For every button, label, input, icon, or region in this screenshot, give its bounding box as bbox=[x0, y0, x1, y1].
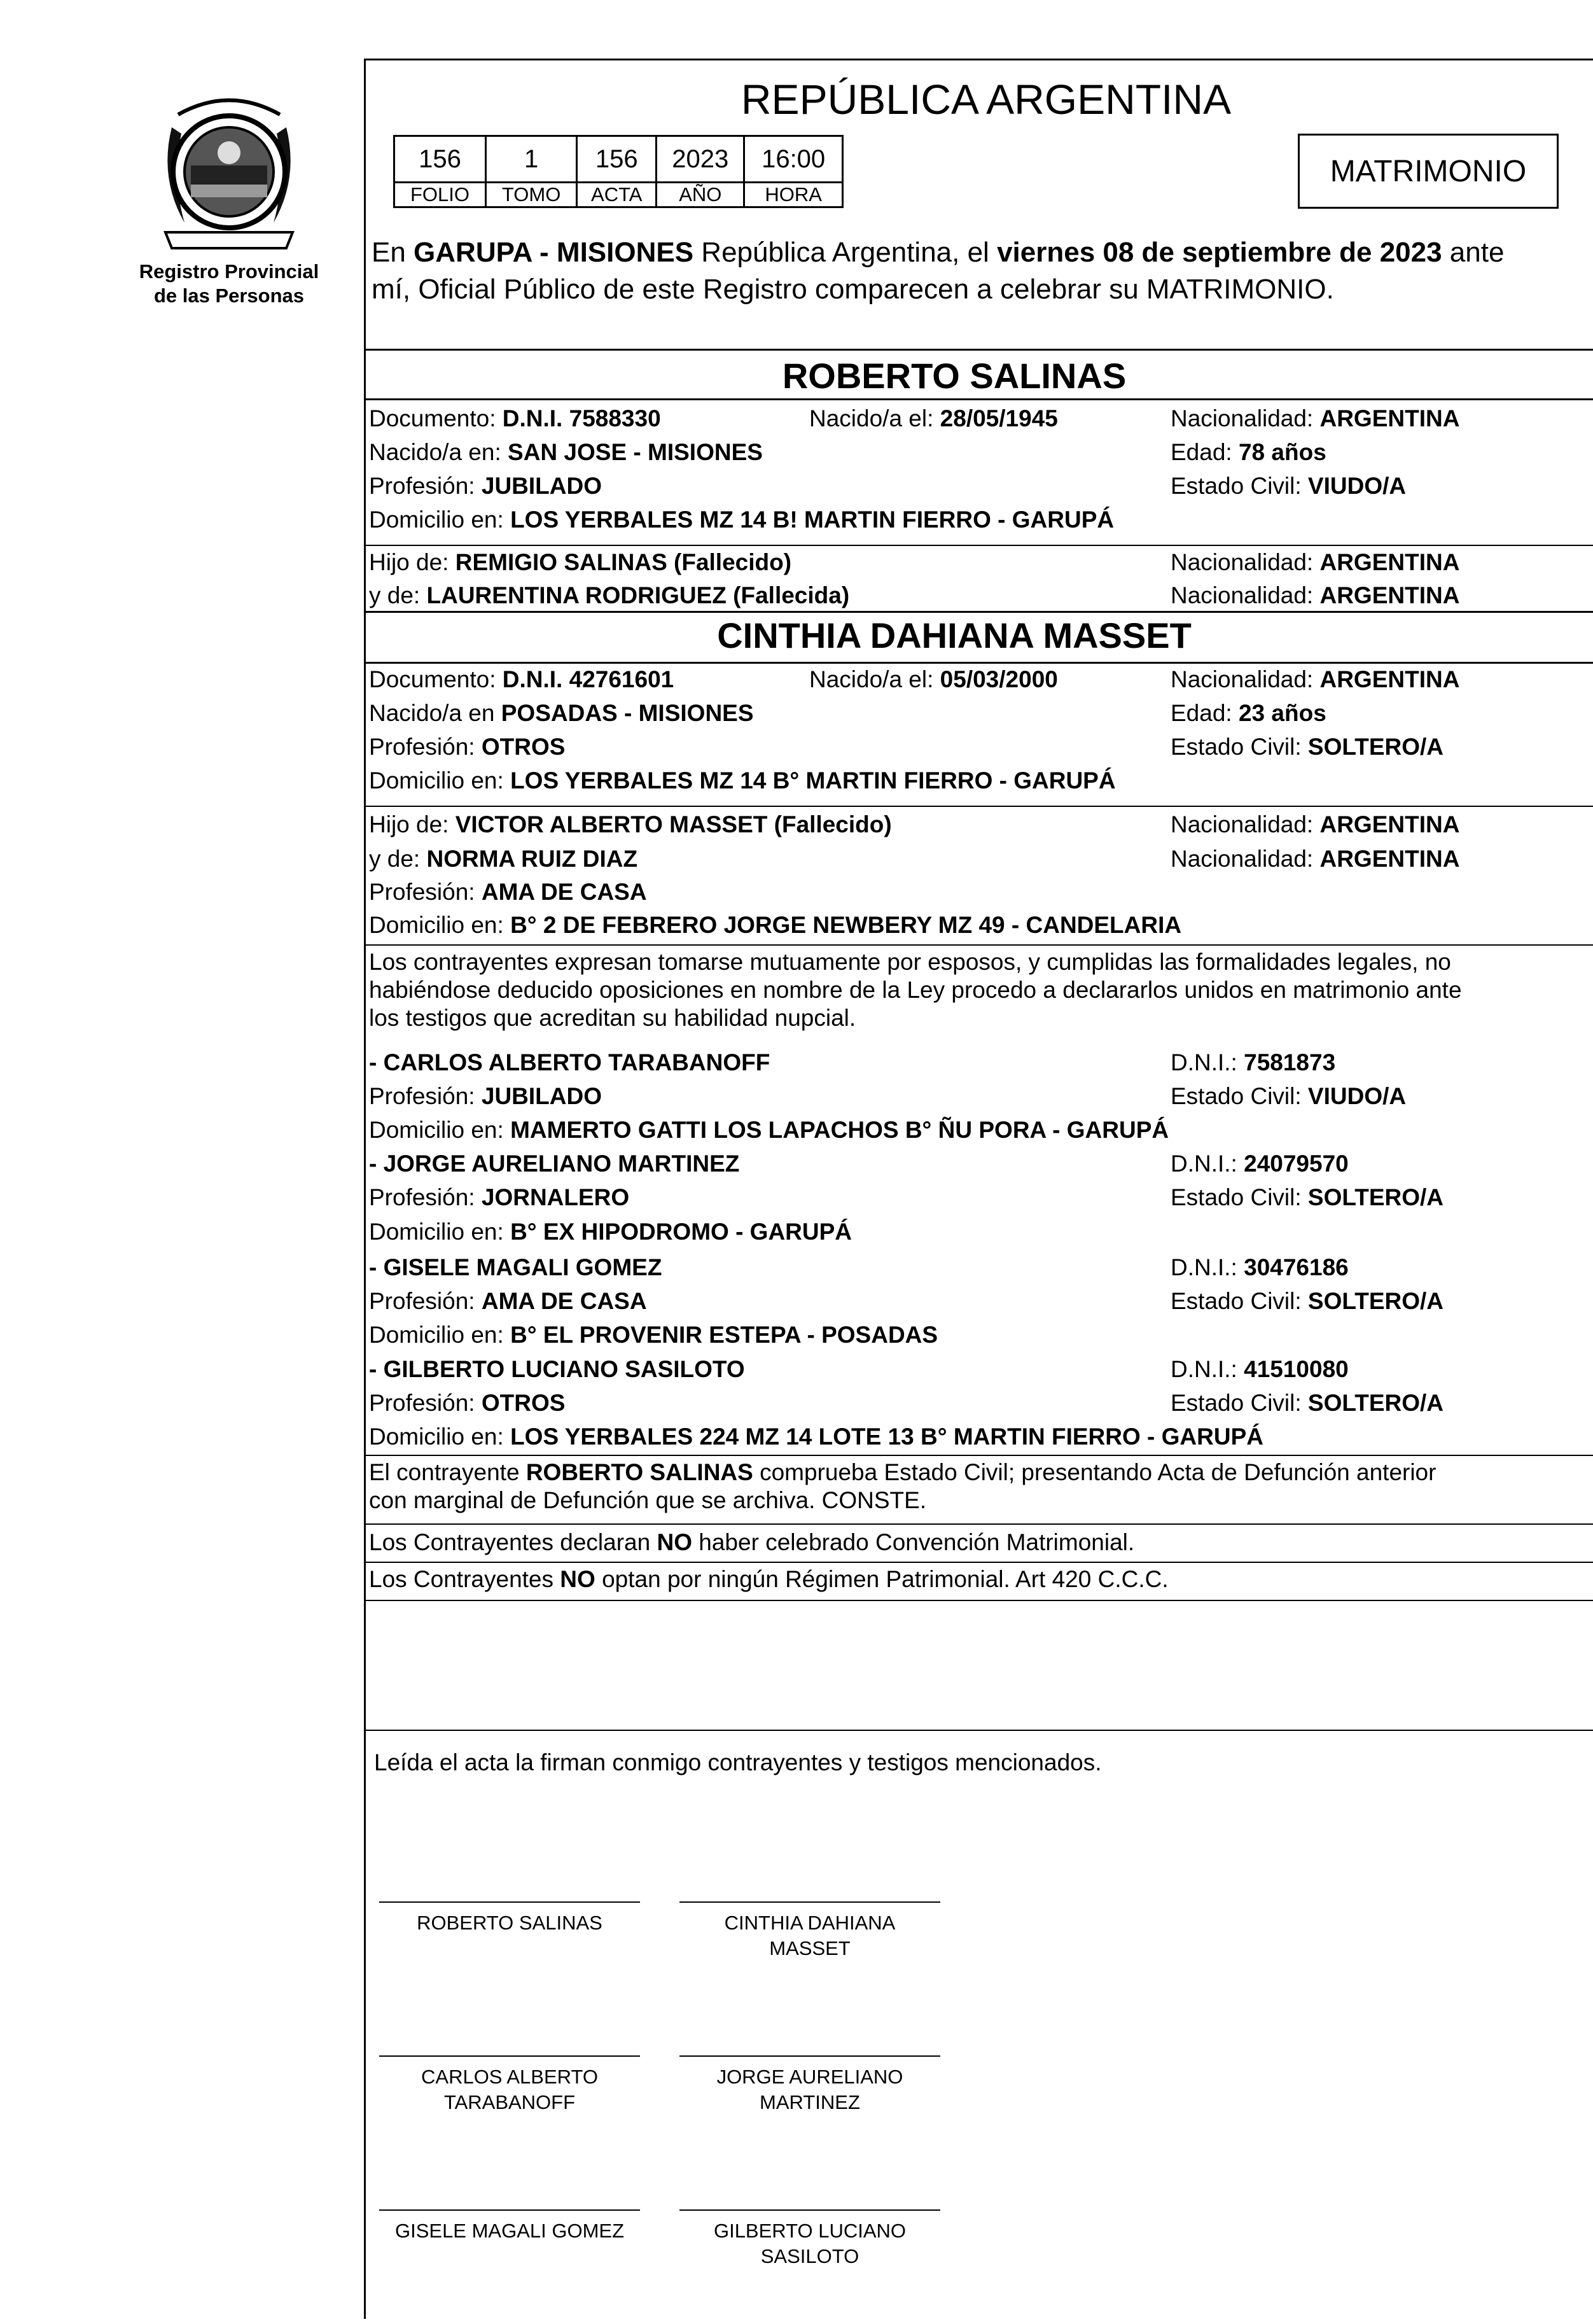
spouse2-profession: Profesión: OTROS bbox=[369, 734, 566, 760]
spouse1-civil-status: Estado Civil: VIUDO/A bbox=[1171, 473, 1407, 499]
witness-1-name: - CARLOS ALBERTO TARABANOFF bbox=[369, 1049, 770, 1075]
left-border bbox=[364, 59, 366, 2319]
spouse1-name: ROBERTO SALINAS bbox=[782, 356, 1127, 396]
provincial-seal bbox=[146, 89, 312, 255]
spouse2-father: Hijo de: VICTOR ALBERTO MASSET (Fallecido) bbox=[369, 811, 892, 837]
witness-2-profession: Profesión: JORNALERO bbox=[369, 1184, 630, 1210]
signature-gilberto-sasiloto: GILBERTO LUCIANO SASILOTO bbox=[679, 2209, 940, 2269]
spouse2-born: Nacido/a el: 05/03/2000 bbox=[809, 666, 1058, 692]
act-type-box bbox=[1298, 134, 1559, 209]
witness-4-civil-status: Estado Civil: SOLTERO/A bbox=[1171, 1390, 1444, 1416]
closing-statement: Leída el acta la firman conmigo contrayentes y testigos mencionados. bbox=[374, 1749, 1102, 1775]
witness-2-name: - JORGE AURELIANO MARTINEZ bbox=[369, 1151, 740, 1177]
spouse1-address: Domicilio en: LOS YERBALES MZ 14 B! MARTIN FIERRO - GARUPÁ bbox=[369, 507, 1115, 533]
tomo-value: 1 bbox=[486, 136, 577, 183]
witness-2-address: Domicilio en: B° EX HIPODROMO - GARUPÁ bbox=[369, 1219, 852, 1245]
record-table bbox=[393, 135, 844, 208]
spouse1-father-nationality: Nacionalidad: ARGENTINA bbox=[1171, 549, 1460, 575]
spouse1-born: Nacido/a el: 28/05/1945 bbox=[809, 405, 1058, 431]
civil-status-note: El contrayente ROBERTO SALINAS comprueba Estado Civil; presentando Acta de Defunción anterior con marginal de Defunción que se archiva. CONSTE. bbox=[369, 1459, 1436, 1513]
witness-3-civil-status: Estado Civil: SOLTERO/A bbox=[1171, 1288, 1444, 1314]
witness-4-profession: Profesión: OTROS bbox=[369, 1390, 566, 1416]
witness-3-dni: D.N.I.: 30476186 bbox=[1171, 1254, 1349, 1280]
intro-text: En GARUPA - MISIONES República Argentina, el viernes 08 de septiembre de 2023 ante mí, Oficial Público de este Registro comparecen a celebrar su MATRIMONIO. bbox=[372, 237, 1505, 305]
witness-4-address: Domicilio en: LOS YERBALES 224 MZ 14 LOTE 13 B° MARTIN FIERRO - GARUPÁ bbox=[369, 1424, 1263, 1450]
spouse2-doc: Documento: D.N.I. 42761601 bbox=[369, 666, 674, 692]
witness-3-profession: Profesión: AMA DE CASA bbox=[369, 1288, 647, 1314]
folio-value: 156 bbox=[394, 136, 486, 183]
spouse2-mother-address: Domicilio en: B° 2 DE FEBRERO JORGE NEWBERY MZ 49 - CANDELARIA bbox=[369, 912, 1182, 938]
signature-carlos-tarabanoff: CARLOS ALBERTO TARABANOFF bbox=[379, 2055, 640, 2115]
hour-value: 16:00 bbox=[744, 136, 843, 183]
spouse1-age: Edad: 78 años bbox=[1171, 439, 1326, 465]
spouse1-doc: Documento: D.N.I. 7588330 bbox=[369, 405, 661, 431]
spouse2-address: Domicilio en: LOS YERBALES MZ 14 B° MARTIN FIERRO - GARUPÁ bbox=[369, 767, 1116, 794]
regime-patrimonial: Los Contrayentes NO optan por ningún Régimen Patrimonial. Art 420 C.C.C. bbox=[369, 1566, 1169, 1592]
spouse1-birthplace: Nacido/a en: SAN JOSE - MISIONES bbox=[369, 439, 763, 465]
acta-value: 156 bbox=[577, 136, 657, 183]
acta-label: ACTA bbox=[577, 183, 657, 207]
spouse2-name: CINTHIA DAHIANA MASSET bbox=[717, 615, 1192, 655]
witness-2-dni: D.N.I.: 24079570 bbox=[1171, 1151, 1349, 1177]
witness-3-address: Domicilio en: B° EL PROVENIR ESTEPA - POSADAS bbox=[369, 1322, 938, 1348]
year-value: 2023 bbox=[657, 136, 744, 183]
witness-1-profession: Profesión: JUBILADO bbox=[369, 1083, 602, 1109]
folio-label: FOLIO bbox=[394, 183, 486, 207]
witness-3-name: - GISELE MAGALI GOMEZ bbox=[369, 1254, 662, 1280]
spouse2-age: Edad: 23 años bbox=[1171, 700, 1326, 726]
spouse1-mother: y de: LAURENTINA RODRIGUEZ (Fallecida) bbox=[369, 582, 850, 608]
spouse1-mother-nationality: Nacionalidad: ARGENTINA bbox=[1171, 582, 1460, 608]
registry-name: Registro Provincial de las Personas bbox=[139, 260, 319, 307]
declaration-text: Los contrayentes expresan tomarse mutuamente por esposos, y cumplidas las formalidades legales, no habiéndose deducido oposiciones en nombre de la Ley procedo a declararlos unidos en matrimonio ante los testigos que acreditan su habilidad nupcial. bbox=[369, 949, 1462, 1031]
regime-convention: Los Contrayentes declaran NO haber celebrado Convención Matrimonial. bbox=[369, 1529, 1135, 1555]
spouse2-civil-status: Estado Civil: SOLTERO/A bbox=[1171, 734, 1444, 760]
spouse2-mother: y de: NORMA RUIZ DIAZ bbox=[369, 846, 638, 872]
witness-1-dni: D.N.I.: 7581873 bbox=[1171, 1049, 1336, 1075]
witness-4-name: - GILBERTO LUCIANO SASILOTO bbox=[369, 1356, 745, 1382]
misiones-seal-icon bbox=[146, 89, 312, 255]
witness-2-civil-status: Estado Civil: SOLTERO/A bbox=[1171, 1184, 1444, 1210]
year-label: AÑO bbox=[657, 183, 744, 207]
country-title: REPÚBLICA ARGENTINA bbox=[741, 76, 1232, 123]
signature-cinthia-masset: CINTHIA DAHIANA MASSET bbox=[679, 1901, 940, 1961]
spouse1-nationality: Nacionalidad: ARGENTINA bbox=[1171, 405, 1460, 431]
spouse2-mother-nationality: Nacionalidad: ARGENTINA bbox=[1171, 846, 1460, 872]
tomo-label: TOMO bbox=[486, 183, 577, 207]
witness-1-civil-status: Estado Civil: VIUDO/A bbox=[1171, 1083, 1407, 1109]
witness-1-address: Domicilio en: MAMERTO GATTI LOS LAPACHOS B° ÑU PORA - GARUPÁ bbox=[369, 1117, 1169, 1143]
spouse1-profession: Profesión: JUBILADO bbox=[369, 473, 602, 499]
hour-label: HORA bbox=[744, 183, 843, 207]
spouse2-birthplace: Nacido/a en POSADAS - MISIONES bbox=[369, 700, 754, 726]
spouse2-nationality: Nacionalidad: ARGENTINA bbox=[1171, 666, 1460, 692]
signature-roberto-salinas: ROBERTO SALINAS bbox=[379, 1901, 640, 1936]
top-border bbox=[364, 59, 1593, 60]
act-type-label: MATRIMONIO bbox=[1330, 154, 1527, 188]
witness-4-dni: D.N.I.: 41510080 bbox=[1171, 1356, 1349, 1382]
spouse2-father-nationality: Nacionalidad: ARGENTINA bbox=[1171, 811, 1460, 837]
signature-gisele-gomez: GISELE MAGALI GOMEZ bbox=[379, 2209, 640, 2244]
spouse1-father: Hijo de: REMIGIO SALINAS (Fallecido) bbox=[369, 549, 792, 575]
signature-jorge-martinez: JORGE AURELIANO MARTINEZ bbox=[679, 2055, 940, 2115]
spouse2-mother-profession: Profesión: AMA DE CASA bbox=[369, 879, 647, 905]
